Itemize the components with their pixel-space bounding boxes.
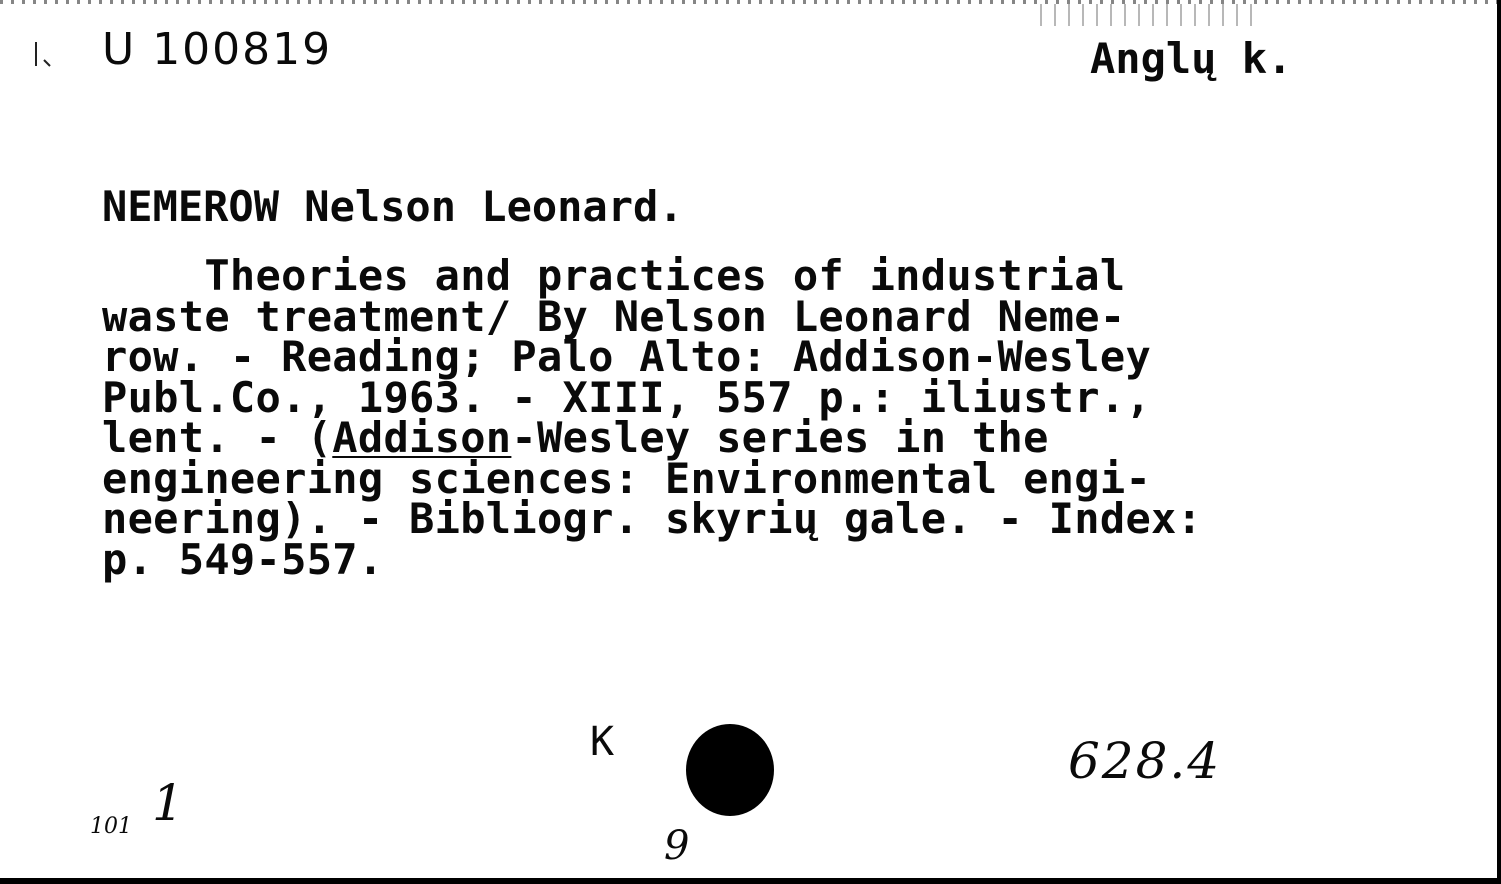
card-top-edge-marks bbox=[0, 0, 1497, 4]
description-line: row. - Reading; Palo Alto: Addison-Wesley bbox=[102, 332, 1152, 381]
accession-number: U 100819 bbox=[102, 24, 333, 75]
description-line-series bbox=[102, 413, 1442, 462]
handwritten-note-nine: 9 bbox=[664, 823, 690, 869]
series-underlined-word: Addison bbox=[332, 413, 512, 462]
description-line: neering). - Bibliogr. skyrių gale. - Index: bbox=[102, 494, 1203, 543]
handwritten-note-one: 1 bbox=[152, 774, 184, 832]
series-prefix: lent. - ( bbox=[102, 413, 333, 462]
description-line: engineering sciences: Environmental engi- bbox=[102, 453, 1152, 503]
description-line: Publ.Co., 1963. - XIII, 557 p.: iliustr., bbox=[102, 372, 1152, 422]
classification-number: 628.4 bbox=[1068, 732, 1222, 790]
series-rest: -Wesley series in the bbox=[511, 413, 1049, 462]
handwritten-note-small: 101 bbox=[90, 814, 132, 839]
punch-hole bbox=[686, 724, 774, 816]
description-line: p. 549-557. bbox=[102, 534, 384, 584]
description-line: waste treatment/ By Nelson Leonard Neme- bbox=[102, 291, 1126, 341]
language-note: Anglų k. bbox=[1090, 34, 1293, 83]
margin-mark-icon bbox=[30, 40, 52, 70]
card-top-specks bbox=[1040, 4, 1260, 26]
description-line: Theories and practices of industrial bbox=[102, 251, 1126, 300]
bibliographic-description bbox=[102, 251, 1442, 584]
author-heading: NEMEROW Nelson Leonard. bbox=[102, 182, 684, 231]
location-mark: K bbox=[590, 719, 615, 765]
